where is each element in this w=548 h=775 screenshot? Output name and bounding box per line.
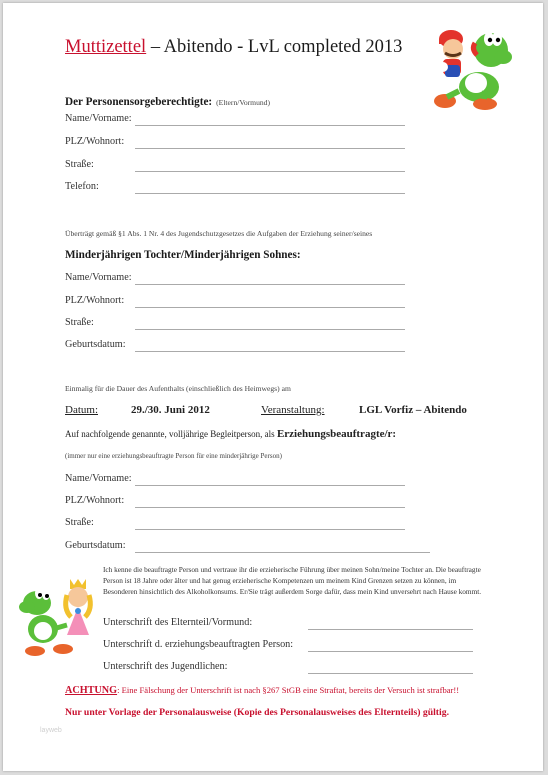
s1-name-label: Name/Vorname: (65, 113, 132, 124)
s3-birth-label: Geburtsdatum: (65, 540, 126, 551)
s3-birth-input[interactable] (135, 552, 430, 553)
s2-street-label: Straße: (65, 317, 94, 328)
s1-phone-input[interactable] (135, 193, 405, 194)
section2-heading: Minderjährigen Tochter/Minderjährigen Sohnes: (65, 249, 301, 261)
once-text: Einmalig für die Dauer des Aufenthalts (einschließlich des Heimwegs) am (65, 384, 291, 393)
title-red-part: Muttizettel (65, 37, 147, 57)
s1-phone-label: Telefon: (65, 181, 99, 192)
s3-plz-label: PLZ/Wohnort: (65, 495, 125, 506)
section1-heading-small: (Eltern/Vormund) (216, 98, 271, 107)
signature-guardian-label: Unterschrift d. erziehungsbeauftragten Person: (103, 639, 294, 650)
signature-parent-label: Unterschrift des Elternteil/Vormund: (103, 617, 253, 628)
s3-plz-input[interactable] (135, 507, 405, 508)
companion-line (65, 428, 396, 440)
watermark: layweb (40, 727, 62, 734)
consent-paragraph: Ich kenne die beauftragte Person und vertraue ihr die erzieherische Führung über meinen Sohn/meine Tochter an. Die beauftragte Person ist 18 Jahre oder älter und hat genug erzieherische Kompetenzen um meinem Kind Grenzen setzen zu können, im Besonderen hinsichtlich des Alkoholkonsums. Er/Sie trägt außerdem Sorge dafür, dass mein Kind unversehrt nach Hause kommt. (103, 565, 482, 597)
transfer-text: Überträgt gemäß §1 Abs. 1 Nr. 4 des Jugendschutzgesetzes die Aufgaben der Erziehung seiner/seines (65, 229, 373, 238)
s1-street-label: Straße: (65, 159, 94, 170)
signature-youth-label: Unterschrift des Jugendlichen: (103, 661, 228, 672)
document-page (3, 3, 543, 771)
date-label: Datum: (65, 404, 98, 416)
s1-plz-label: PLZ/Wohnort: (65, 136, 125, 147)
companion-note: (immer nur eine erziehungsbeauftragte Person für eine minderjährige Person) (65, 452, 282, 460)
warning-text: : Eine Fälschung der Unterschrift ist nach §267 StGB eine Straftat, bereits der Versuch ist strafbar!! (117, 685, 460, 695)
companion-text: Auf nachfolgende genannte, volljährige Begleitperson, als (65, 429, 275, 439)
s2-plz-input[interactable] (135, 307, 405, 308)
signature-youth-line[interactable] (308, 673, 473, 674)
s2-name-input[interactable] (135, 284, 405, 285)
ausweis-notice: Nur unter Vorlage der Personalausweise (Kopie des Personalausweises des Elternteils) gültig. (65, 707, 449, 718)
s3-street-input[interactable] (135, 529, 405, 530)
mario-riding-yoshi-icon (429, 25, 513, 111)
s1-name-input[interactable] (135, 125, 405, 126)
signature-parent-line[interactable] (308, 629, 473, 630)
s1-plz-input[interactable] (135, 148, 405, 149)
section1-heading (65, 92, 270, 110)
signature-guardian-line[interactable] (308, 651, 473, 652)
s3-name-input[interactable] (135, 485, 405, 486)
yoshi-carrying-peach-icon (15, 573, 101, 659)
s3-street-label: Straße: (65, 517, 94, 528)
page-title (65, 37, 402, 58)
s3-name-label: Name/Vorname: (65, 473, 132, 484)
date-value: 29./30. Juni 2012 (131, 404, 210, 416)
section1-heading-text: Der Personensorgeberechtigte: (65, 96, 213, 108)
warning-label: ACHTUNG (65, 685, 118, 696)
s1-street-input[interactable] (135, 171, 405, 172)
s2-birth-label: Geburtsdatum: (65, 339, 126, 350)
s2-name-label: Name/Vorname: (65, 272, 132, 283)
s2-street-input[interactable] (135, 329, 405, 330)
s2-birth-input[interactable] (135, 351, 405, 352)
companion-bold: Erziehungsbeauftragte/r: (276, 428, 397, 440)
event-label: Veranstaltung: (261, 404, 325, 416)
event-value: LGL Vorfiz – Abitendo (359, 404, 467, 416)
title-rest: – Abitendo - LvL completed 2013 (146, 37, 403, 57)
warning-line (65, 685, 459, 696)
s2-plz-label: PLZ/Wohnort: (65, 295, 125, 306)
